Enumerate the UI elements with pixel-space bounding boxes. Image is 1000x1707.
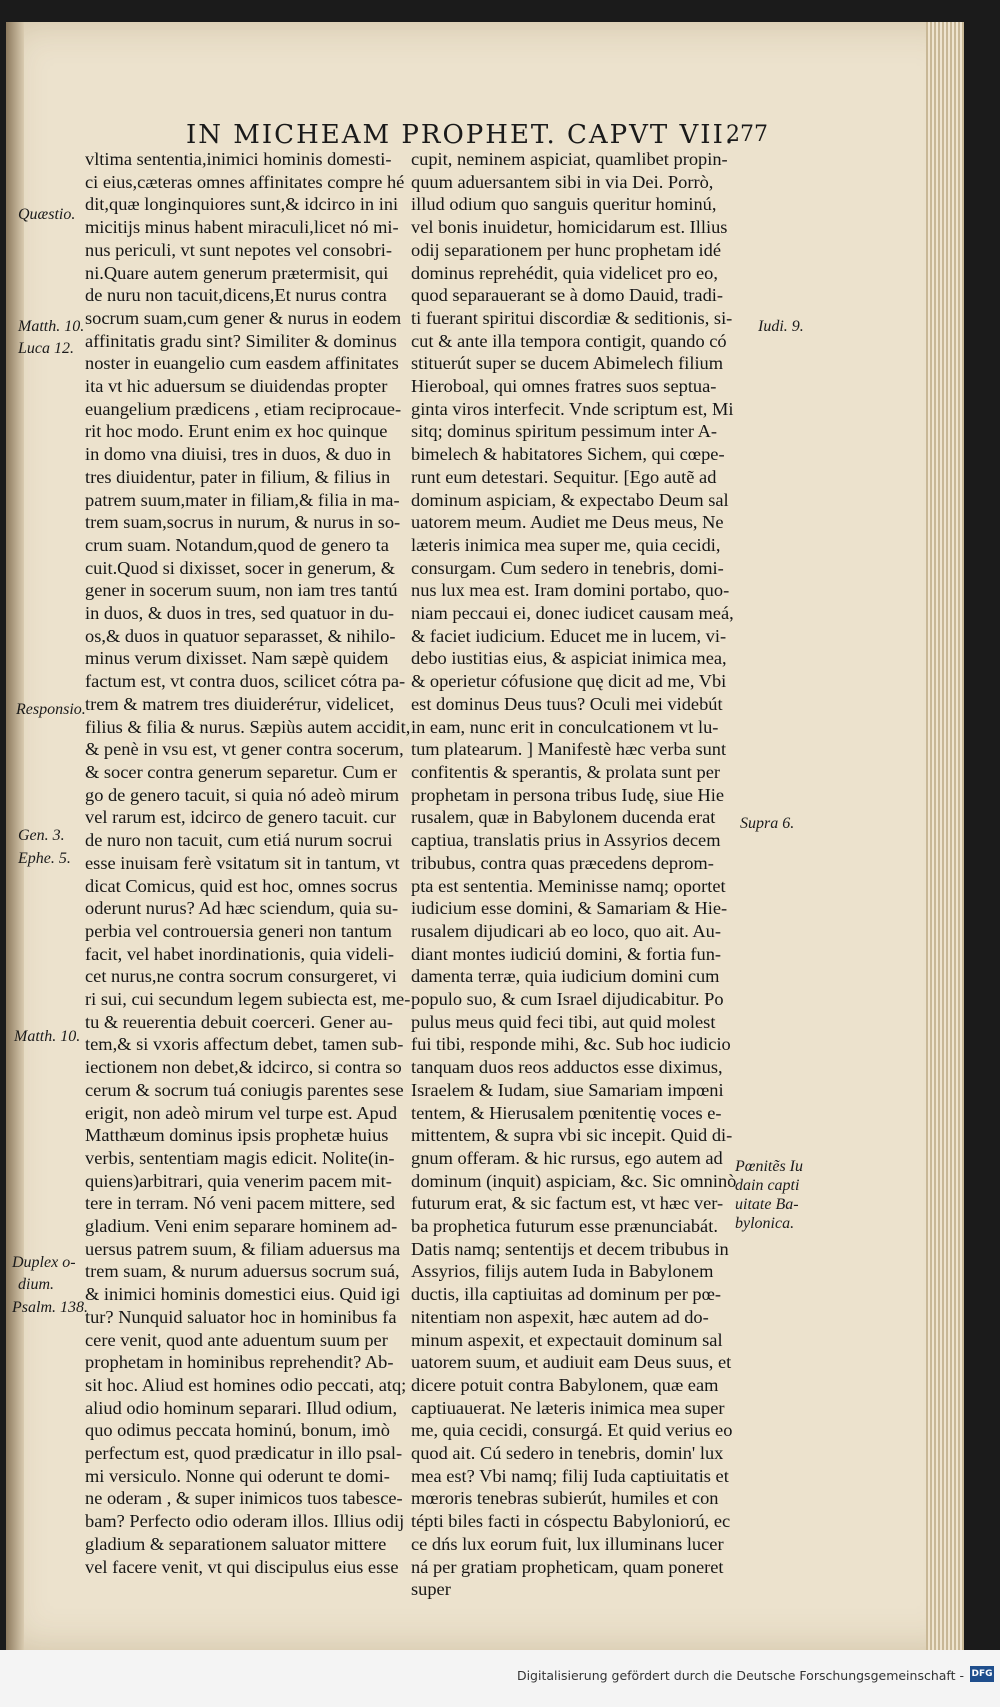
text-line: vel facere venit, vt qui discipulus eius esse [85,1556,399,1577]
text-line: vel bonis inuidetur, homicidarum est. Illius [411,217,728,238]
text-line: ná per gratiam propheticam, quam poneret [411,1556,724,1577]
text-line: minus verum dixisset. Nam sæpè quidem [85,648,389,669]
text-line: ductis, illa captiuitas ad dominum per pœ- [411,1284,722,1305]
text-line: socrum suam,cum gener & nurus in eodem [85,307,402,328]
text-line: niam peccaui ei, donec iudicet causam meá, [411,603,734,624]
margin-note-iudi: Iudi. 9. [758,318,804,335]
text-line: & operietur cófusione quę dicit ad me, Vbi [411,671,727,692]
text-line: captiua, translatis prius in Assyrios decem [411,830,721,851]
margin-note-poenitens-3: uitate Ba- [735,1196,799,1213]
text-line: mittentem, & supra vbi sic incepit. Quid di- [411,1125,733,1146]
text-line: confitentis & sperantis, & prolata sunt per [411,761,720,782]
text-line: futurum erat, & sic factum est, vt hæc ver- [411,1193,724,1214]
text-line: dicere potuit contra Babylonem, quæ eam [411,1374,719,1395]
text-line: iudicium esse domini, & Samariam & Hie- [411,898,728,919]
text-line: trem & matrem tres diuideréтur, videlicet, [85,693,395,714]
text-line: consurgam. Cum sedero in tenebris, domi- [411,557,724,578]
text-line: ci eius,cæteras omnes affinitates compre hé [85,171,405,192]
text-line: Hieroboal, qui omnes fratres suos septua- [411,376,717,397]
text-line: in duos, & duos in tres, sed quatuor in du- [85,603,395,624]
text-line: læteris inimica mea super me, quia cecidi, [411,534,721,555]
text-line: oderunt nurus? Ad hæc sciendum, quia su- [85,898,399,919]
text-line: diant montes iudiciú domini, & fortia fun- [411,943,722,964]
text-line: crum suam. Notandum,quod de genero ta [85,534,389,555]
text-line: est dominus Deus tuus? Oculi mei videbút [411,693,723,714]
text-line: pulus meus quid feci tibi, aut quid molest [411,1011,716,1032]
text-line: aliud odio hominum separari. Illud odium, [85,1397,398,1418]
text-line: & penè in vsu est, vt gener contra socerum, [85,739,404,760]
text-line: nus lux mea est. Iram domini portabo, quo- [411,580,730,601]
text-line: os,& duos in quatuor separasset, & nihilo- [85,625,396,646]
text-line: tres diuidentur, pater in filium, & filius in [85,466,391,487]
text-line: tribubus, contra quas præcedens deprom- [411,852,714,873]
text-line: quod ait. Cú sedero in tenebris, domin' lux [411,1443,724,1464]
text-line: tu & reuerentia debuit coerceri. Gener au- [85,1011,393,1032]
text-line: stituerút super se ducem Abimelech filium [411,353,724,374]
text-line: cerum & socrum tuá coniugis parentes sese [85,1079,404,1100]
dfg-logo: DFG [970,1666,994,1682]
text-line: illud odium quo sanguis queritur hominú, [411,194,717,215]
margin-note-ephe: Ephe. 5. [18,850,71,867]
text-line: euangelium prædicens , etiam reciprocaue- [85,398,402,419]
text-line: quod separauerant se à domo Dauid, tradi- [411,285,724,306]
text-line: esse inuisam ferè vsitatum sit in tantum, vt [85,852,400,873]
margin-note-duplex: Duplex o- [12,1254,76,1271]
text-line: tere in terram. Nó veni pacem mittere, sed [85,1193,395,1214]
margin-note-supra: Supra 6. [740,815,795,832]
text-line: facit, vel habet inordinationis, quia videli- [85,943,394,964]
text-line: cut & ante illa tempora contigit, quando có [411,330,727,351]
text-line: go de genero tacuit, si quia nó adeò mirum [85,784,400,805]
book-page [6,22,964,1650]
text-line: odij separationem per hunc prophetam idé [411,239,721,260]
text-line: Matthæum dominus ipsis prophetæ huius [85,1125,389,1146]
text-line: dominum (inquit) aspiciam, &c. Sic omninò [411,1170,737,1191]
text-line: rusalem dijudicari ab eo loco, quo ait. Au- [411,920,722,941]
text-line: Datis namq; sententijs et decem tribubus in [411,1238,729,1259]
margin-note-poenitens-2: dain capti [735,1177,800,1194]
text-line: affinitatis gradu sint? Similiter & dominus [85,330,397,351]
text-line: tem,& si vxoris affectum debet, tamen sub- [85,1034,404,1055]
text-line: gener in socerum suum, non iam tres tantú [85,580,398,601]
text-line: cere venit, quod ante aduentum suum per [85,1329,388,1350]
text-line: de nuro non tacuit, cum etiá nurum socrui [85,830,393,851]
text-line: dominum aspiciam, & expectabo Deum sal [411,489,729,510]
text-line: perfectum est, quod prædicatur in illo psal- [85,1443,403,1464]
text-line: sit hoc. Aliud est homines odio peccati, atq; [85,1374,407,1395]
text-line: nitentiam non aspexit, hæc autem ad do- [411,1306,709,1327]
text-line: iectionem non debet,& idcirco, si contra so [85,1057,402,1078]
text-line: tum platearum. ] Manifestè hæc verba sunt [411,739,727,760]
right-text-column [411,148,736,1601]
text-line: me, quia cecidi, consurgá. Et quid verius eo [411,1420,733,1441]
text-line: tur? Nunquid saluator hoc in hominibus fa [85,1306,397,1327]
text-line: fui tibi, responde mihi, &c. Sub hoc iudicio [411,1034,731,1055]
page-number: 277 [726,122,768,147]
margin-note-dium: dium. [18,1276,54,1293]
text-line: uatorem meum. Audiet me Deus meus, Ne [411,512,724,533]
running-header: IN MICHEAM PROPHET. CAPVT VII. [186,120,736,150]
text-line: uatorem suum, et audiuit eam Deus suus, et [411,1352,732,1373]
text-line: ti fuerant spiritui discordiæ & seditionis, si- [411,307,733,328]
text-line: bimelech & habitatores Sichem, qui cœpe- [411,444,725,465]
text-line: Israelem & Iudam, siue Samariam impœni [411,1079,724,1100]
text-line: tentem, & Hierusalem pœnitentię voces e- [411,1102,722,1123]
margin-note-gen: Gen. 3. [18,827,65,844]
margin-note-matth: Matth. 10. [18,318,85,335]
margin-note-responsio: Responsio. [16,701,86,718]
text-line: bam? Perfecto odio oderam illos. Illius odij [85,1511,405,1532]
text-line: nus periculi, vt sunt nepotes vel consobri- [85,239,392,260]
text-line: perbia vel controuersia generi non tantum [85,920,392,941]
text-line: runt eum detestari. Sequitur. [Ego autẽ ad [411,466,717,487]
text-line: factum est, vt contra duos, scilicet cótra pa- [85,671,406,692]
text-line: prophetam in hominibus reprehendit? Ab- [85,1352,394,1373]
text-line: quiens)arbitrari, quia venerim pacem mit- [85,1170,392,1191]
text-line: verbis, sententiam magis edicit. Nolite(in- [85,1147,395,1168]
text-line: rusalem, quæ in Babylonem ducenda erat [411,807,716,828]
text-line: ne oderam , & super inimicos tuos tabesce- [85,1488,403,1509]
page-edges [926,22,964,1650]
text-line: uersus patrem suum, & filiam aduersus ma [85,1238,401,1259]
text-line: in eam, nunc erit in conculcationem vt lu- [411,716,719,737]
text-line: & faciet iudicium. Educet me in lucem, vi- [411,625,727,646]
text-line: vel rarum est, idcirco de genero tacuit. cur [85,807,396,828]
text-line: captiuauerat. Ne læteris inimica mea super [411,1397,725,1418]
text-line: prophetam in persona tribus Iudę, siue Hie [411,784,725,805]
text-line: gnum offeram. & hic rursus, ego autem ad [411,1147,723,1168]
margin-note-poenitens-1: Pœnitẽs Iu [735,1158,803,1175]
text-line: dicat Comicus, quid est hoc, omnes socrus [85,875,398,896]
text-line: ita vt hic aduersum se diuidendas propter [85,376,388,397]
text-line: gladium & separationem saluator mittere [85,1533,387,1554]
text-line: gladium. Veni enim separare hominem ad- [85,1216,398,1237]
left-text-column [85,148,410,1578]
text-line: in domo vna diuisi, tres in duos, & duo in [85,444,391,465]
text-line: damenta terræ, quia iudicium domini cum [411,966,720,987]
text-line: cet nurus,ne contra socrum consurgeret, vi [85,966,397,987]
text-line: tanquam duos reos adductos esse diximus, [411,1057,723,1078]
text-line: ri sui, cui secundum legem subiecta est, me- [85,989,411,1010]
text-line: ginta viros interfecit. Vnde scriptum est, Mi [411,398,734,419]
margin-note-quaestio: Quæstio. [18,206,76,223]
text-line: ni.Quare autem generum prætermisit, qui [85,262,389,283]
text-line: erigit, non adeò mirum vel turpe est. Apud [85,1102,398,1123]
text-line: rit hoc modo. Erunt enim ex hoc quinque [85,421,388,442]
text-line: debo iustitias eius, & aspiciat inimica mea, [411,648,727,669]
text-line: super [411,1579,451,1600]
text-line: & inimici hominis domestici eius. Quid igi [85,1284,401,1305]
margin-note-psalm: Psalm. 138. [12,1299,88,1316]
text-line: sitq; dominus spiritum pessimum inter A- [411,421,718,442]
text-line: dominus reprehédit, quia videlicet pro eo, [411,262,718,283]
text-line: vltima sententia,inimici hominis domesti- [85,149,392,169]
margin-note-luca: Luca 12. [18,340,74,357]
text-line: populo suo, & cum Israel dijudicabitur. Po [411,989,724,1010]
footer-bar [0,1650,1000,1707]
text-line: ba prophetica futurum esse prænunciabát. [411,1216,718,1237]
text-line: trem suam, & nurum aduersus socrum suá, [85,1261,400,1282]
text-line: Assyrios, filijs autem Iuda in Babylonem [411,1261,714,1282]
text-line: cupit, neminem aspiciat, quamlibet propin- [411,149,728,169]
text-line: quo odimus peccata hominú, bonum, imò [85,1420,390,1441]
text-line: micitijs minus habent miraculi,licet nó mi- [85,217,399,238]
text-line: & socer contra generum separetur. Cum er [85,761,398,782]
text-line: trem suam,socrus in nurum, & nurus in so- [85,512,401,533]
margin-note-matth-2: Matth. 10. [14,1028,81,1045]
text-line: filius & filia & nurus. Sæpiùs autem accidit, [85,716,411,737]
footer-credit: Digitalisierung gefördert durch die Deutsche Forschungsgemeinschaft - [516,1668,964,1683]
text-line: cuit.Quod si dixisset, socer in generum, & [85,557,396,578]
text-line: quum aduersantem sibi in via Dei. Porrò, [411,171,714,192]
text-line: dit,quæ longinquiores sunt,& idcirco in ini [85,194,399,215]
text-line: pta est sententia. Meminisse namq; oportet [411,875,726,896]
text-line: mea est? Vbi namq; filij Iuda captiuitatis et [411,1465,729,1486]
text-line: mœroris tenebras subierút, humiles et con [411,1488,719,1509]
text-line: noster in euangelio cum easdem affinitates [85,353,399,374]
text-line: mi versiculo. Nonne qui oderunt te domi- [85,1465,390,1486]
text-line: de nuru non tacuit,dicens,Et nurus contra [85,285,387,306]
text-line: minum aspexit, et expectauit dominum sal [411,1329,723,1350]
text-line: patrem suum,mater in filiam,& filia in ma- [85,489,400,510]
text-line: tépti biles facti in cóspectu Babyloniorú, ec [411,1511,731,1532]
margin-note-poenitens-4: bylonica. [735,1215,795,1232]
text-line: ce dńs lux eorum fuit, lux illuminans lucer [411,1533,724,1554]
